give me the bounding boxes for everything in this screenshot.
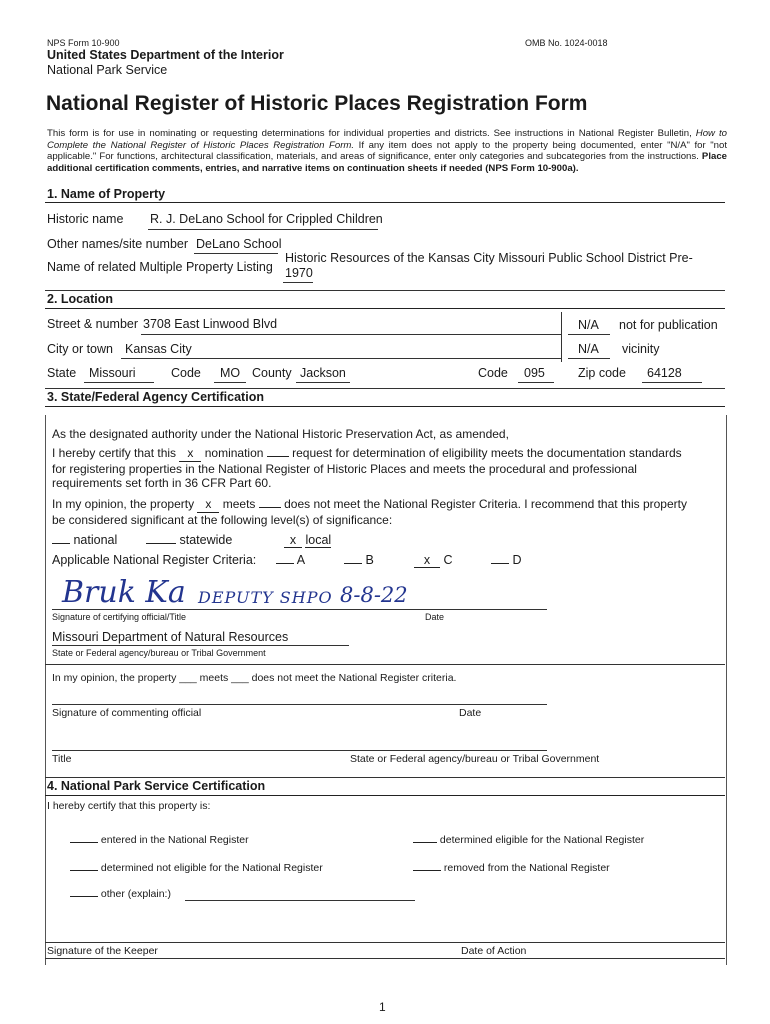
signature-handwritten: Bruk Ka (62, 575, 186, 610)
state-value: Missouri (89, 366, 136, 380)
mpl-value-line2: 1970 (285, 266, 313, 280)
option-not-eligible: determined not eligible for the National Register (70, 862, 323, 874)
street-label: Street & number (47, 317, 139, 331)
vicinity: vicinity (622, 342, 660, 356)
county-code-value: 095 (524, 366, 545, 380)
state-label: State (47, 366, 77, 380)
level-local: x local (284, 533, 331, 548)
certify-text: I hereby certify that this x nomination request for determination of eligibility meets the documentation standards for registering properties in the National Register of Historic Places and meets the procedural and professional requirements set forth in 36 CFR Part 60. (52, 446, 682, 490)
comment-opinion: In my opinion, the property ___ meets ___ does not meet the National Register criteria. (52, 672, 457, 684)
state-code-value: MO (220, 366, 241, 380)
zip-value: 64128 (647, 366, 682, 380)
section-4-heading: 4. National Park Service Certification (47, 779, 266, 793)
city-value: Kansas City (125, 342, 192, 356)
mpl-label: Name of related Multiple Property Listing (47, 260, 273, 274)
criteria-c: x C (414, 553, 453, 568)
level-statewide: statewide (146, 533, 232, 547)
mpl-value-line1: Historic Resources of the Kansas City Missouri Public School District Pre- (285, 251, 693, 265)
form-title: National Register of Historic Places Registration Form (46, 92, 588, 115)
street-value: 3708 East Linwood Blvd (143, 317, 278, 331)
option-removed: removed from the National Register (413, 862, 610, 874)
section-3-heading: 3. State/Federal Agency Certification (47, 390, 264, 404)
agency-value: Missouri Department of Natural Resources (52, 630, 289, 644)
intro-text: This form is for use in nominating or requesting determinations for individual properties and districts. See instructions in National Register Bulletin, How to Complete the National Register of Historic Places Registration Form. If any item does not apply to the property being documented, enter "N/A" for "not applicable." For functions, architectural classification, materials, and areas of significance, enter only categories and subcategories from the instructions. Place additional certification comments, entries, and narrative items on continuation sheets if needed (NPS Form 10-900a). (47, 128, 727, 174)
criteria-label: Applicable National Register Criteria: (52, 553, 257, 567)
city-label: City or town (47, 342, 113, 356)
agency-label: State or Federal agency/bureau or Tribal Government (52, 648, 266, 658)
keeper-signature-label: Signature of the Keeper (47, 945, 158, 957)
commenting-agency-label: State or Federal agency/bureau or Tribal Government (350, 753, 600, 765)
page-number: 1 (379, 1000, 386, 1014)
title-label: Title (52, 753, 72, 765)
level-national: national (52, 533, 117, 547)
criteria-b: B (344, 553, 374, 567)
option-other: other (explain:) (70, 888, 171, 900)
option-eligible: determined eligible for the National Register (413, 834, 644, 846)
signature-date-label: Date (425, 612, 445, 622)
zip-label: Zip code (578, 366, 626, 380)
criteria-d: D (491, 553, 522, 567)
signature-date-handwritten: 8-8-22 (340, 583, 408, 607)
nps-certify: I hereby certify that this property is: (47, 800, 211, 812)
commenting-date-label: Date (459, 707, 482, 719)
commenting-signature-label: Signature of commenting official (52, 707, 202, 719)
county-label: County (252, 366, 292, 380)
section-1-heading: 1. Name of Property (47, 187, 166, 201)
authority-text: As the designated authority under the National Historic Preservation Act, as amended, (52, 427, 509, 441)
option-entered: entered in the National Register (70, 834, 249, 846)
section-2-heading: 2. Location (47, 292, 113, 306)
historic-name-value: R. J. DeLano School for Crippled Children (150, 212, 383, 226)
not-for-publication: not for publication (619, 318, 718, 332)
criteria-a: A (276, 553, 305, 567)
na-vicinity: N/A (578, 342, 599, 356)
opinion-text: In my opinion, the property x meets does not meet the National Register Criteria. I recommend that this property be considered significant at the following level(s) of significance: (52, 497, 687, 527)
signature-label: Signature of certifying official/Title (52, 612, 187, 622)
na-publication: N/A (578, 318, 599, 332)
other-names-label: Other names/site number (47, 237, 189, 251)
agency: National Park Service (47, 63, 168, 77)
county-value: Jackson (300, 366, 346, 380)
department: United States Department of the Interior (47, 48, 284, 62)
county-code-label: Code (478, 366, 508, 380)
signature-title-handwritten: DEPUTY SHPO (198, 588, 333, 607)
historic-name-label: Historic name (47, 212, 124, 226)
other-names-value: DeLano School (196, 237, 282, 251)
divider (45, 202, 725, 203)
omb-number: OMB No. 1024-0018 (525, 38, 608, 48)
form-id: NPS Form 10-900 (47, 38, 120, 48)
date-of-action-label: Date of Action (461, 945, 527, 957)
state-code-label: Code (171, 366, 201, 380)
